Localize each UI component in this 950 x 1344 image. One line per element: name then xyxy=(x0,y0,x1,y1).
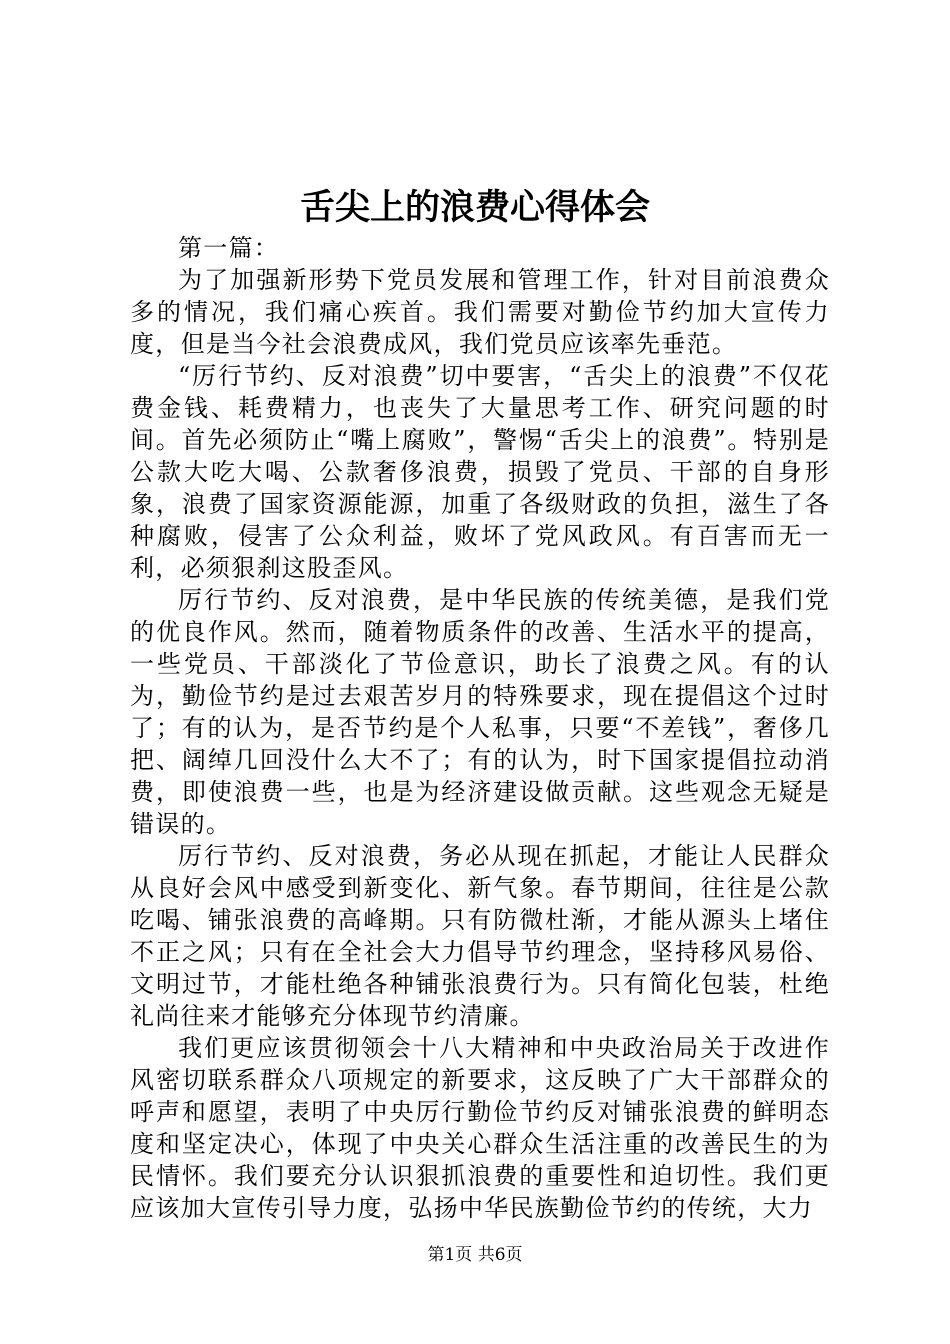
document-body xyxy=(130,232,830,1224)
paragraph: 为了加强新形势下党员发展和管理工作，针对目前浪费众多的情况，我们痛心疾首。我们需要对勤俭节约加大宣传力度，但是当今社会浪费成风，我们党员应该率先垂范。 xyxy=(130,266,830,358)
paragraph: 厉行节约、反对浪费，是中华民族的传统美德，是我们党的优良作风。然而，随着物质条件的改善、生活水平的提高，一些党员、干部淡化了节俭意识，助长了浪费之风。有的认为，勤俭节约是过去艰苦岁月的特殊要求，现在提倡这个过时了；有的认为，是否节约是个人私事，只要“不差钱”，奢侈几把、阔绰几回没什么大不了；有的认为，时下国家提倡拉动消费，即使浪费一些，也是为经济建设做贡献。这些观念无疑是错误的。 xyxy=(130,586,830,838)
page-footer: 第1页 共6页 xyxy=(427,1245,523,1265)
paragraph: “厉行节约、反对浪费”切中要害，“舌尖上的浪费”不仅花费金钱、耗费精力，也丧失了大量思考工作、研究问题的时间。首先必须防止“嘴上腐败”，警惕“舌尖上的浪费”。特别是公款大吃大喝、公款奢侈浪费，损毁了党员、干部的自身形象，浪费了国家资源能源，加重了各级财政的负担，滋生了各种腐败，侵害了公众利益，败坏了党风政风。有百害而无一利，必须狠刹这股歪风。 xyxy=(130,362,830,582)
paragraph: 厉行节约、反对浪费，务必从现在抓起，才能让人民群众从良好会风中感受到新变化、新气象。春节期间，往往是公款吃喝、铺张浪费的高峰期。只有防微杜渐，才能从源头上堵住不正之风；只有在全社会大力倡导节约理念，坚持移风易俗、文明过节，才能杜绝各种铺张浪费行为。只有简化包装，杜绝礼尚往来才能够充分体现节约清廉。 xyxy=(130,842,830,1030)
section-heading: 第一篇： xyxy=(178,234,280,262)
paragraph: 我们更应该贯彻领会十八大精神和中央政治局关于改进作风密切联系群众八项规定的新要求，这反映了广大干部群众的呼声和愿望，表明了中央厉行勤俭节约反对铺张浪费的鲜明态度和坚定决心，体现了中央关心群众生活注重的改善民生的为民情怀。我们要充分认识狠抓浪费的重要性和迫切性。我们更应该加大宣传引导力度，弘扬中华民族勤俭节约的传统，大力 xyxy=(130,1034,830,1222)
document-title: 舌尖上的浪费心得体会 xyxy=(299,187,650,228)
